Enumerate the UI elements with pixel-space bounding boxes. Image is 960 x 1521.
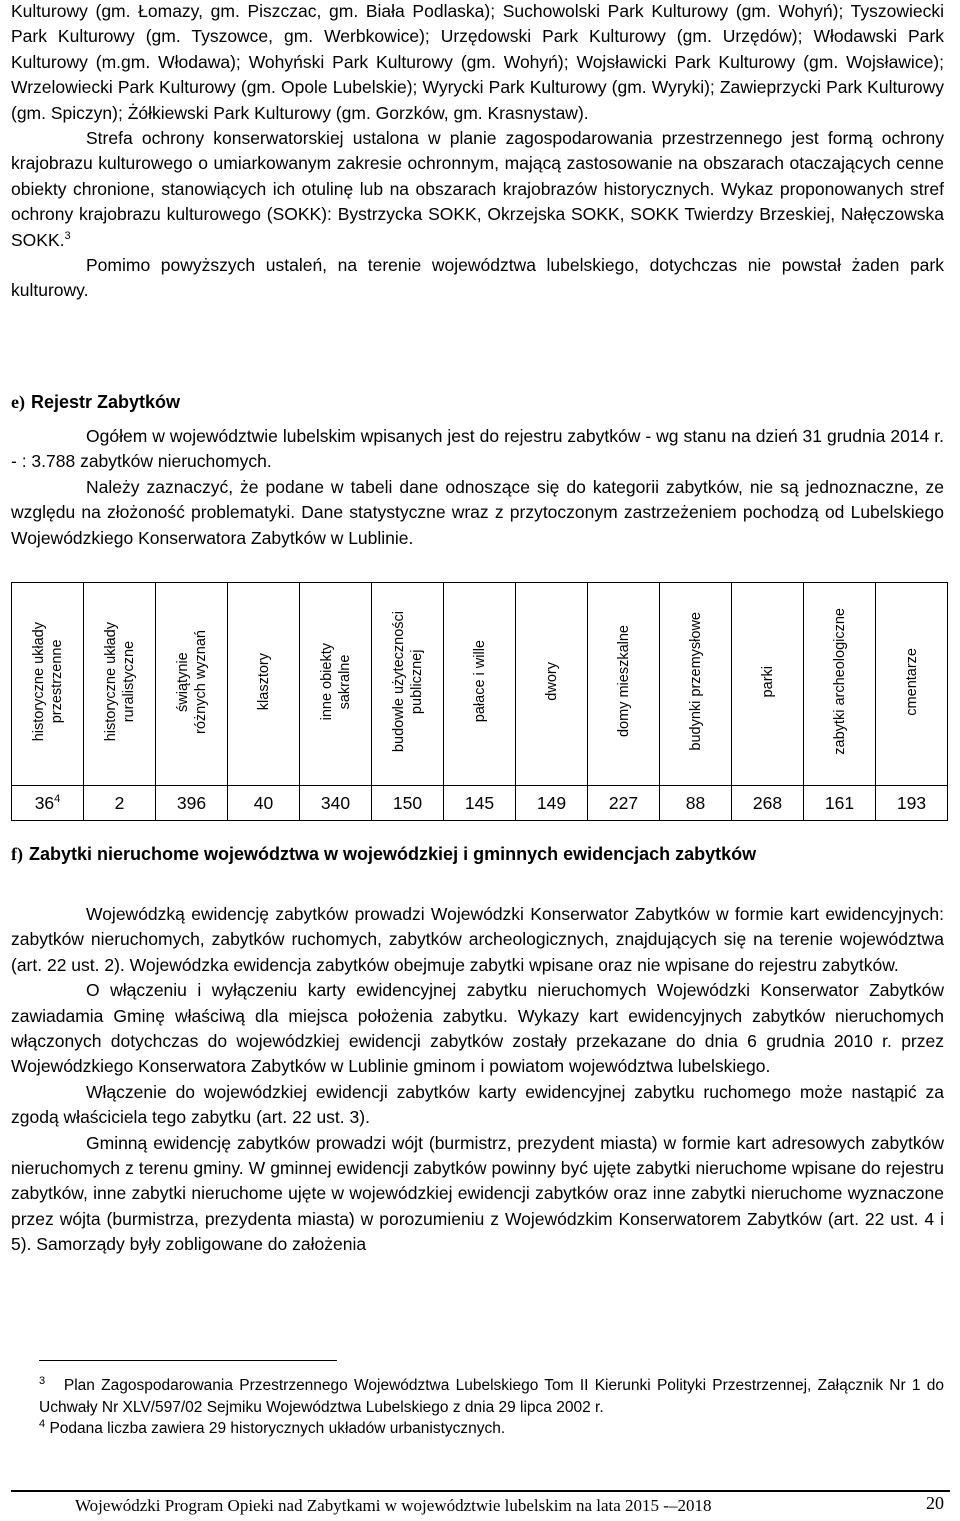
footnote-4: $^4$ Podana liczba zawiera 29 historycznych układów urbanistycznych.: [39, 1418, 506, 1438]
value-cell: 2: [84, 786, 156, 821]
header-cell: parki: [732, 583, 804, 786]
footer-title: Wojewódzki Program Opieki nad Zabytkami w województwie lubelskim na lata 2015 -–2018: [75, 1496, 712, 1515]
protection-zone-text: Strefa ochrony konserwatorskiej ustalona w planie zagospodarowania przestrzennego jest formą ochrony krajobrazu kulturowego o umiarkowanym zakresie ochronnym, mającą zastosowanie na obszarach otaczających cenne obiekty chronione, stanowiących ich otulinę lub na obszarach krajobrazów historycznych. Wykaz proponowanych stref ochrony krajobrazu kulturowego (SOKK): Bystrzycka SOKK, Okrzejska SOKK, SOKK Twierdzy Brzeskiej, Nałęczowska SOKK.: [11, 128, 944, 250]
value-cell: 340: [300, 786, 372, 821]
value-cell: 268: [732, 786, 804, 821]
footnote-3: $^3$ Plan Zagospodarowania Przestrzennego Województwa Lubelskiego Tom II Kierunki Polityki Przestrzennej, Załącznik Nr 1 do Uchwały Nr XLV/597/02 Sejmiku Województwa Lubelskiego z dnia 29 lipca 2002 r.: [39, 1374, 945, 1416]
header-cell: inne obiekty sakralne: [300, 583, 372, 786]
section-e-letter: e): [11, 392, 25, 412]
footnote-ref-4: 4: [54, 792, 61, 805]
protection-zone-paragraph: [11, 126, 944, 253]
value-cell: 193: [876, 786, 948, 821]
page-number: 20: [926, 1493, 944, 1513]
value-cell: 145: [444, 786, 516, 821]
footer-rule: [11, 1490, 950, 1492]
no-park-paragraph: Pomimo powyższych ustaleń, na terenie województwa lubelskiego, dotychczas nie powstał żaden park kulturowy.: [11, 255, 944, 301]
voivodeship-register-paragraph: Wojewódzką ewidencję zabytków prowadzi Wojewódzki Konserwator Zabytków w formie kart ewidencyjnych: zabytków nieruchomych, zabytków ruchomych, zabytków archeologicznych, znajdujących się na terenie województwa (art. 22 ust. 2). Wojewódzka ewidencja zabytków obejmuje zabytki wpisane oraz nie wpisane do rejestru zabytków.: [11, 904, 944, 975]
register-card-paragraph: O włączeniu i wyłączeniu karty ewidencyjnej zabytku nieruchomych Wojewódzki Konserwator Zabytków zawiadamia Gminę właściwą dla miejsca położenia zabytku. Wykazy kart ewidencyjnych zabytków nieruchomych włączonych dotychczas do wojewódzkiej ewidencji zabytków zostały przekazane do dnia 6 grudnia 2010 r. przez Wojewódzkiego Konserwatora Zabytków w Lublinie gminom i powiatom województwa lubelskiego.: [11, 980, 944, 1077]
header-cell: świątynie różnych wyznań: [156, 583, 228, 786]
value-cell: 227: [588, 786, 660, 821]
footnote-separator: [39, 1360, 337, 1361]
value-cell: 396: [156, 786, 228, 821]
section-e-title: Rejestr Zabytków: [30, 392, 181, 412]
value-cell: $36^4$: [12, 786, 84, 821]
section-f-title: Zabytki nieruchome województwa w wojewódzkiej i gminnych ewidencjach zabytków: [29, 844, 757, 864]
value-cell: 150: [372, 786, 444, 821]
register-note-paragraph: Należy zaznaczyć, że podane w tabeli dane odnoszące się do kategorii zabytków, nie są jednoznaczne, ze względu na złożoność problematyki. Dane statystyczne wraz z przytoczonym zastrzeżeniem pochodzą od Lubelskiego Wojewódzkiego Konserwatora Zabytków w Lublinie.: [11, 476, 944, 548]
register-header-row: [12, 583, 948, 786]
footnotes: [39, 1375, 944, 1440]
value-cell: 88: [660, 786, 732, 821]
register-table: [11, 582, 948, 821]
section-f-body: [11, 902, 944, 1258]
header-cell: zabytki archeologiczne: [804, 583, 876, 786]
section-e-heading: [11, 390, 944, 415]
municipal-register-paragraph: Gminną ewidencję zabytków prowadzi wójt (burmistrz, prezydent miasta) w formie kart adresowych zabytków nieruchomych z terenu gminy. W gminnej ewidencji zabytków powinny być ujęte zabytki nieruchome wpisane do rejestru zabytków, inne zabytki nieruchome ujęte w wojewódzkiej ewidencji zabytków oraz inne zabytki nieruchome wyznaczone przez wójta (burmistrza, prezydenta miasta) w porozumieniu z Wojewódzkim Konserwatorem Zabytków (art. 22 ust. 4 i 5). Samorządy były zobligowane do założenia: [11, 1132, 944, 1255]
header-cell: budynki przemysłowe: [660, 583, 732, 786]
movable-monument-paragraph: Włączenie do wojewódzkiej ewidencji zabytków karty ewidencyjnej zabytku ruchomego może nastąpić za zgodą właściciela tego zabytku (art. 22 ust. 3).: [11, 1081, 944, 1128]
header-cell: dwory: [516, 583, 588, 786]
section-e-body: [11, 424, 944, 551]
value-cell: 161: [804, 786, 876, 821]
intro-block: [11, 0, 944, 304]
header-cell: cmentarze: [876, 583, 948, 786]
header-cell: klasztory: [228, 583, 300, 786]
value-cell: 40: [228, 786, 300, 821]
header-cell: budowle użyteczności publicznej: [372, 583, 444, 786]
register-values-row: [12, 786, 948, 821]
header-cell: historyczne układy przestrzenne: [12, 583, 84, 786]
header-cell: domy mieszkalne: [588, 583, 660, 786]
footnote-ref-3: 3: [64, 229, 71, 242]
parks-paragraph: Kulturowy (gm. Łomazy, gm. Piszczac, gm. Biała Podlaska); Suchowolski Park Kulturowy (gm. Wohyń); Tyszowiecki Park Kulturowy (gm. Tyszowce, gm. Werbkowice); Urzędowski Park Kulturowy (gm. Urzędów); Włodawski Park Kulturowy (m.gm. Włodawa); Wohyński Park Kulturowy (gm. Wohyń); Wojsławicki Park Kulturowy (gm. Wojsławice); Wrzelowiecki Park Kulturowy (gm. Opole Lubelskie); Wyrycki Park Kulturowy (gm. Wyryki); Zawieprzycki Park Kulturowy (gm. Spiczyn); Żółkiewski Park Kulturowy (gm. Gorzków, gm. Krasnystaw).: [11, 1, 944, 123]
value-cell: 149: [516, 786, 588, 821]
section-f-heading: [11, 842, 944, 867]
header-cell: pałace i wille: [444, 583, 516, 786]
section-f-letter: f): [11, 844, 23, 864]
header-cell: historyczne układy ruralistyczne: [84, 583, 156, 786]
register-total-paragraph: Ogółem w województwie lubelskim wpisanych jest do rejestru zabytków - wg stanu na dzień 31 grudnia 2014 r. - : 3.788 zabytków nieruchomych.: [11, 426, 944, 472]
